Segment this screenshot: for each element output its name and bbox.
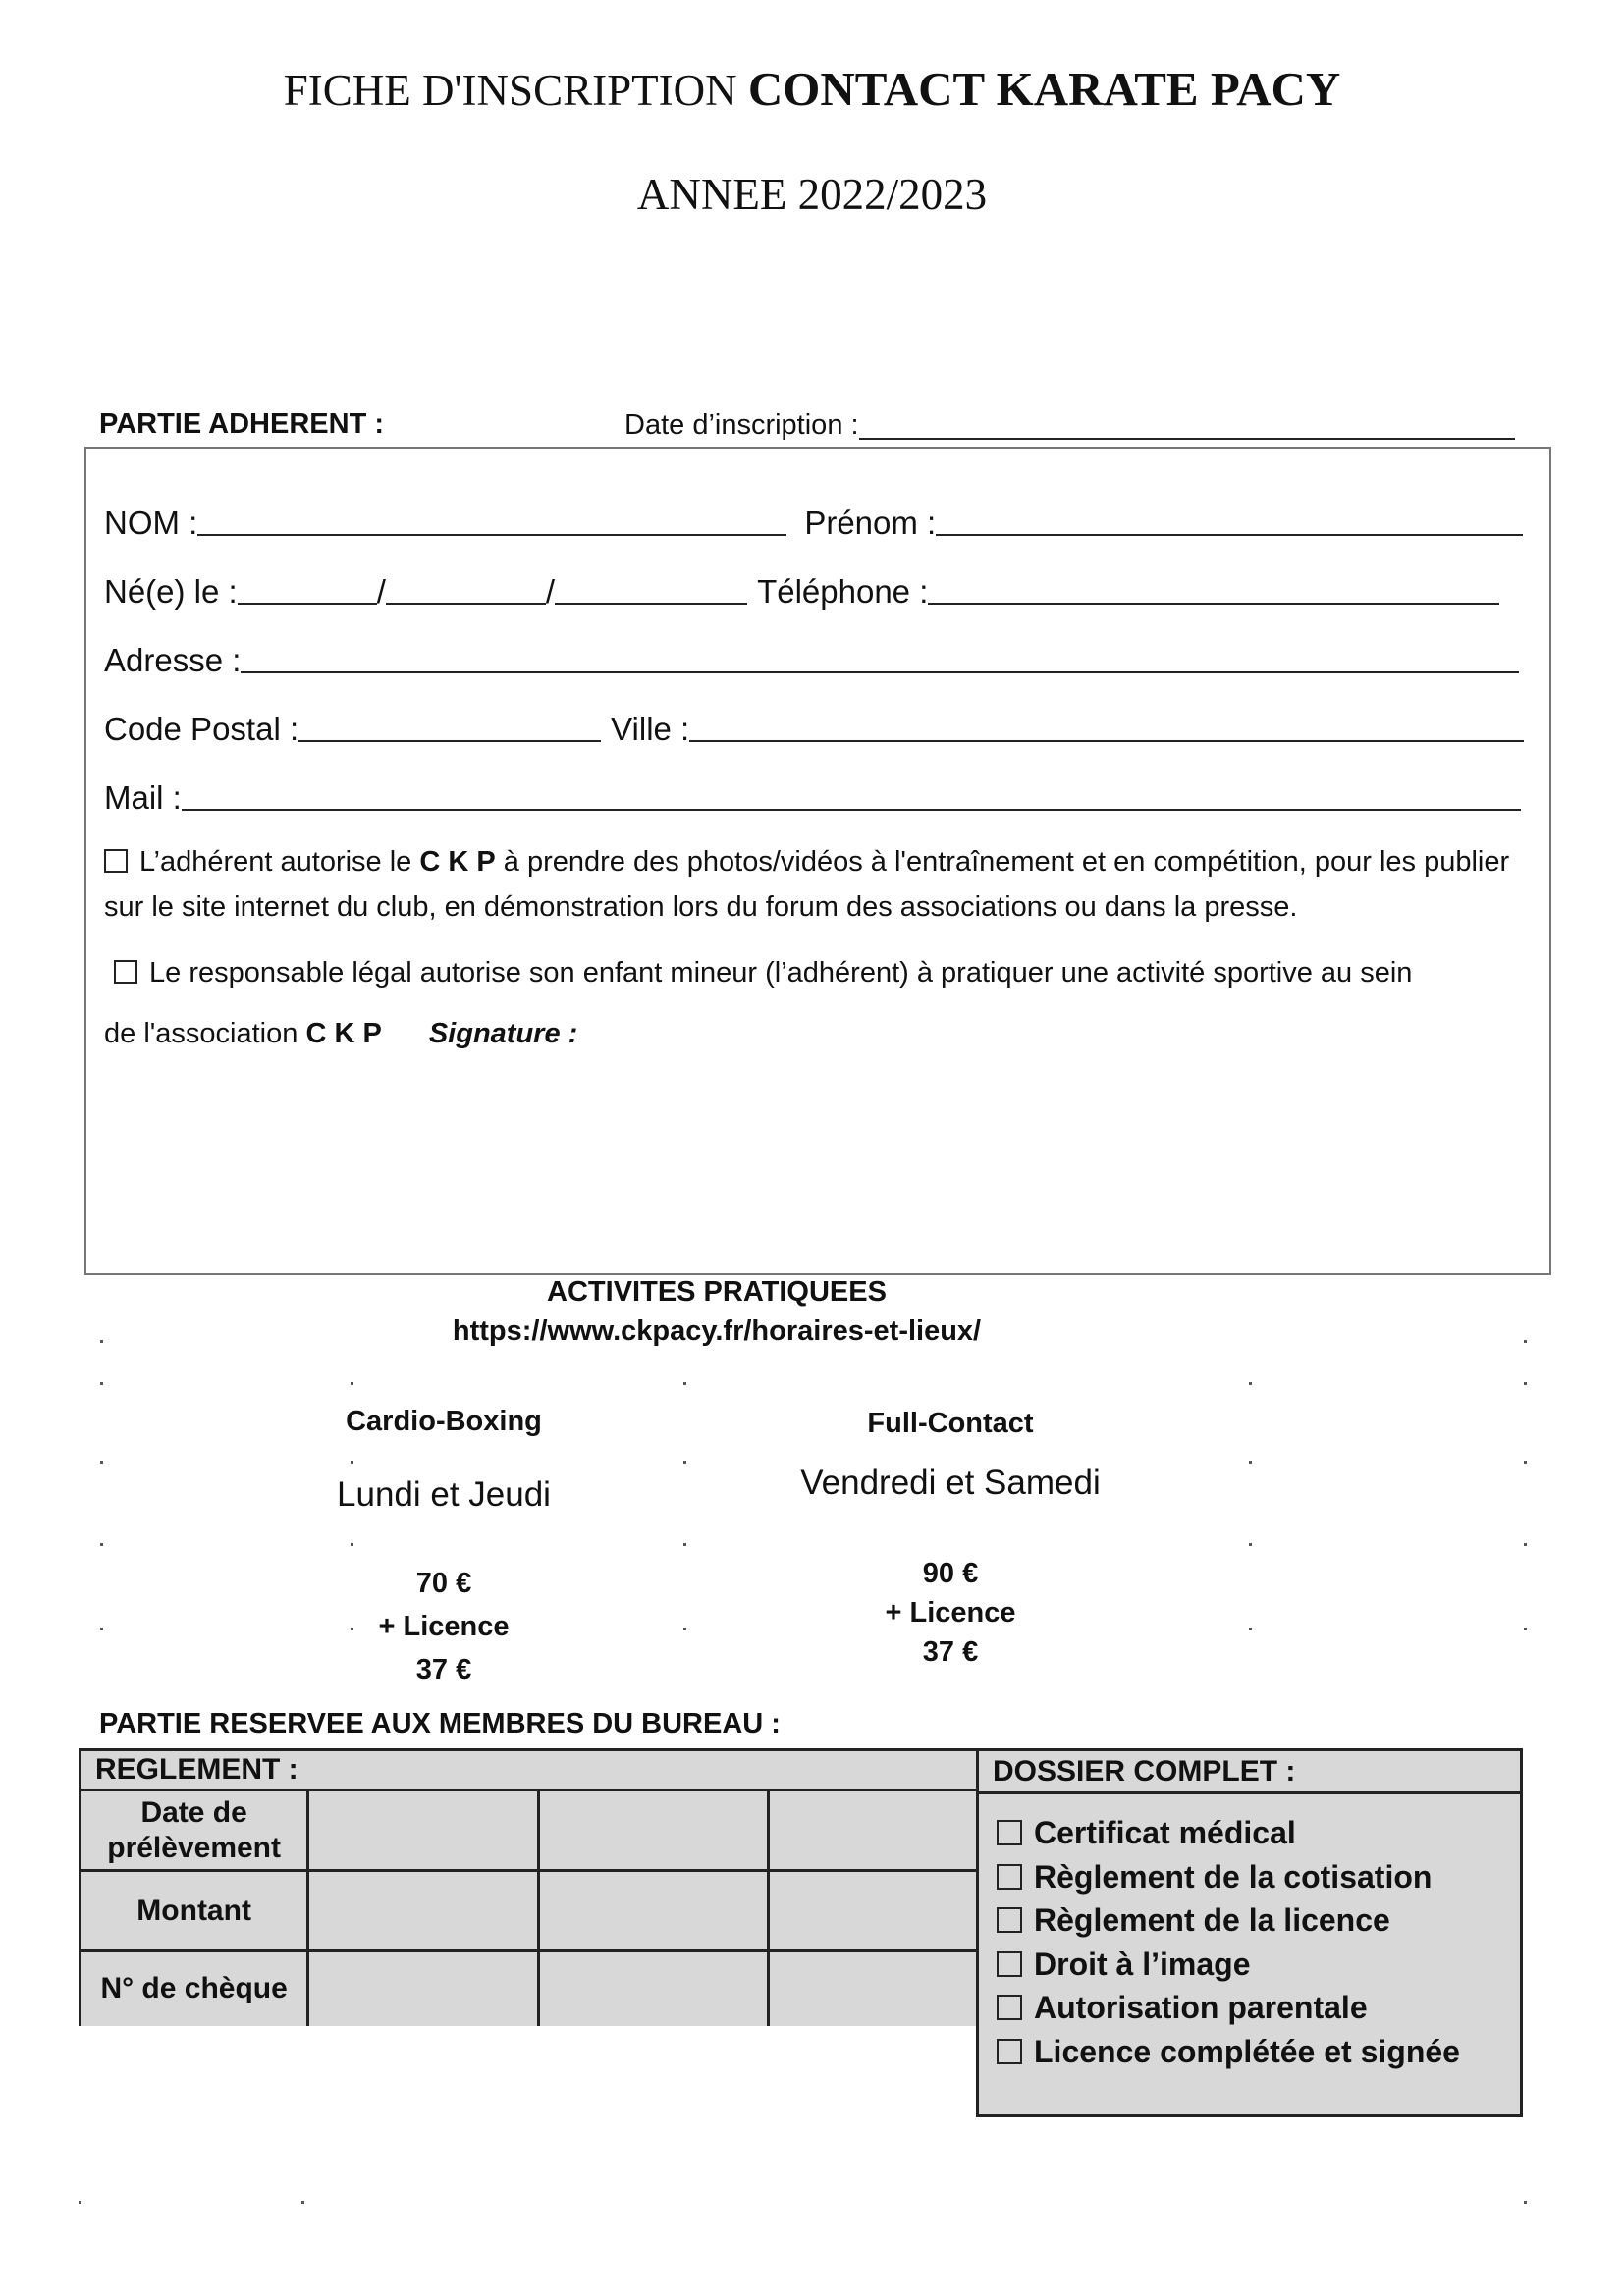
reglement-cell[interactable] bbox=[768, 1871, 988, 1951]
birthdate-label: Né(e) le : bbox=[104, 573, 238, 610]
dot-mark bbox=[1249, 1628, 1252, 1630]
dot-mark bbox=[351, 1628, 353, 1630]
photo-consent-text-1: L’adhérent autorise le bbox=[139, 846, 420, 878]
form-title bbox=[0, 61, 1624, 117]
activity-price: 90 € bbox=[922, 1558, 979, 1589]
mail-row bbox=[104, 774, 1521, 817]
dot-mark bbox=[100, 1543, 103, 1546]
registration-date-row bbox=[624, 408, 1515, 442]
season-year: ANNEE 2022/2023 bbox=[636, 170, 988, 219]
member-section-label: PARTIE ADHERENT : bbox=[99, 408, 384, 440]
dot-mark bbox=[1524, 1461, 1527, 1464]
dot-mark bbox=[683, 1382, 686, 1385]
prenom-field[interactable] bbox=[936, 501, 1523, 536]
dot-mark bbox=[79, 2201, 81, 2204]
checkbox[interactable] bbox=[997, 1951, 1022, 1977]
registration-date-field[interactable] bbox=[859, 408, 1515, 440]
activities-url[interactable]: https://www.ckpacy.fr/horaires-et-lieux/ bbox=[452, 1315, 982, 1347]
parental-consent-text: Le responsable légal autorise son enfant mineur (l’adhérent) à pratiquer une activité sportive au sein bbox=[149, 957, 1413, 988]
reglement-cell[interactable] bbox=[308, 1790, 538, 1871]
ckp-abbrev: C K P bbox=[305, 1018, 382, 1049]
checklist-item[interactable] bbox=[997, 2030, 1520, 2074]
telephone-label: Téléphone : bbox=[757, 573, 929, 610]
reglement-cell[interactable] bbox=[538, 1871, 768, 1951]
dot-mark bbox=[1249, 1461, 1252, 1464]
dot-mark bbox=[301, 2201, 304, 2204]
address-row bbox=[104, 636, 1519, 679]
checkbox[interactable] bbox=[997, 1820, 1022, 1845]
checkbox[interactable] bbox=[997, 1907, 1022, 1933]
reglement-cell[interactable] bbox=[308, 1951, 538, 2026]
licence-price: 37 € bbox=[415, 1654, 472, 1685]
dot-mark bbox=[351, 1382, 353, 1385]
ckp-abbrev: C K P bbox=[419, 846, 496, 878]
date-separator: / bbox=[376, 573, 386, 610]
dossier-complet-box bbox=[976, 1748, 1523, 2117]
parental-consent-text-2: de l'association bbox=[104, 1018, 306, 1049]
reglement-table bbox=[79, 1748, 990, 2026]
club-name: CONTACT KARATE PACY bbox=[747, 62, 1341, 116]
parental-consent bbox=[114, 950, 1538, 995]
date-separator: / bbox=[545, 573, 556, 610]
birth-phone-row bbox=[104, 567, 1499, 611]
postal-code-field[interactable] bbox=[298, 707, 601, 742]
adresse-label: Adresse : bbox=[104, 642, 242, 678]
signature-label: Signature : bbox=[428, 1018, 578, 1049]
nom-label: NOM : bbox=[104, 505, 198, 541]
reglement-cell[interactable] bbox=[538, 1790, 768, 1871]
activity-price: 70 € bbox=[415, 1568, 472, 1599]
birth-year-field[interactable] bbox=[555, 569, 747, 605]
licence-price: 37 € bbox=[922, 1636, 979, 1668]
licence-label: + Licence bbox=[378, 1611, 510, 1642]
parental-consent-checkbox[interactable] bbox=[114, 960, 137, 984]
checklist-item[interactable] bbox=[997, 1943, 1520, 1987]
checklist-label: Licence complétée et signée bbox=[1034, 2033, 1460, 2069]
photo-consent-text-2: à prendre des photos/vidéos à l'entraînement et en compétition, pour les publier sur le site internet du club, en démonstration lors du forum des associations ou dans la presse. bbox=[104, 846, 1510, 923]
licence-label: + Licence bbox=[885, 1597, 1016, 1629]
ville-field[interactable] bbox=[689, 707, 1524, 742]
ville-label: Ville : bbox=[611, 711, 690, 747]
row-label-montant: Montant bbox=[81, 1871, 308, 1951]
dot-mark bbox=[683, 1543, 686, 1546]
row-label-cheque: N° de chèque bbox=[81, 1951, 308, 2026]
reglement-cell[interactable] bbox=[538, 1951, 768, 2026]
dot-mark bbox=[683, 1461, 686, 1464]
dot-mark bbox=[100, 1382, 103, 1385]
dossier-header: DOSSIER COMPLET : bbox=[979, 1751, 1520, 1794]
city-row bbox=[104, 705, 1524, 748]
bureau-section-label: PARTIE RESERVEE AUX MEMBRES DU BUREAU : bbox=[99, 1708, 781, 1739]
reglement-cell[interactable] bbox=[308, 1871, 538, 1951]
checkbox[interactable] bbox=[997, 1995, 1022, 2020]
birth-month-field[interactable] bbox=[386, 569, 546, 605]
adresse-field[interactable] bbox=[241, 638, 1519, 673]
dot-mark bbox=[1524, 2201, 1527, 2204]
dot-mark bbox=[1249, 1543, 1252, 1546]
nom-field[interactable] bbox=[197, 501, 786, 536]
dot-mark bbox=[683, 1628, 686, 1630]
checklist-label: Certificat médical bbox=[1034, 1815, 1296, 1850]
checklist-label: Règlement de la cotisation bbox=[1034, 1858, 1433, 1895]
dot-mark bbox=[1524, 1340, 1527, 1343]
photo-consent bbox=[104, 839, 1538, 930]
signature-area[interactable] bbox=[412, 1060, 1492, 1247]
checklist-item[interactable] bbox=[997, 1811, 1520, 1855]
parental-consent-line-2 bbox=[104, 1011, 1538, 1056]
dot-mark bbox=[100, 1628, 103, 1630]
birth-day-field[interactable] bbox=[238, 569, 377, 605]
registration-date-label: Date d’inscription : bbox=[624, 409, 859, 441]
postal-code-label: Code Postal : bbox=[104, 711, 299, 747]
dot-mark bbox=[1524, 1543, 1527, 1546]
checklist-label: Règlement de la licence bbox=[1034, 1902, 1390, 1938]
activity-name: Full-Contact bbox=[867, 1408, 1034, 1439]
mail-field[interactable] bbox=[182, 775, 1521, 811]
activities-title: ACTIVITES PRATIQUEES bbox=[547, 1276, 887, 1308]
checklist-item[interactable] bbox=[997, 1898, 1520, 1943]
dot-mark bbox=[100, 1340, 103, 1343]
activity-full-contact bbox=[774, 1408, 1127, 1672]
title-prefix: FICHE D'INSCRIPTION bbox=[283, 66, 737, 115]
activity-name: Cardio-Boxing bbox=[346, 1406, 542, 1437]
photo-consent-checkbox[interactable] bbox=[104, 849, 128, 873]
dossier-checklist bbox=[979, 1794, 1520, 2073]
checklist-label: Autorisation parentale bbox=[1034, 1990, 1368, 2025]
name-row bbox=[104, 499, 1523, 542]
activity-days: Lundi et Jeudi bbox=[337, 1475, 551, 1514]
reglement-cell[interactable] bbox=[768, 1951, 988, 2026]
dot-mark bbox=[100, 1461, 103, 1464]
checklist-label: Droit à l’image bbox=[1034, 1946, 1251, 1982]
checkbox[interactable] bbox=[997, 2039, 1022, 2064]
row-label-date: Date de prélèvement bbox=[81, 1790, 308, 1871]
telephone-field[interactable] bbox=[928, 569, 1499, 605]
dot-mark bbox=[1524, 1628, 1527, 1630]
dot-mark bbox=[351, 1461, 353, 1464]
mail-label: Mail : bbox=[104, 779, 182, 816]
checklist-item[interactable] bbox=[997, 1986, 1520, 2030]
activity-cardio bbox=[287, 1406, 601, 1691]
reglement-header: REGLEMENT : bbox=[81, 1750, 989, 1790]
dot-mark bbox=[351, 1543, 353, 1546]
activity-days: Vendredi et Samedi bbox=[800, 1464, 1101, 1502]
dot-mark bbox=[1249, 1382, 1252, 1385]
reglement-cell[interactable] bbox=[768, 1790, 988, 1871]
prenom-label: Prénom : bbox=[804, 505, 937, 541]
checkbox[interactable] bbox=[997, 1864, 1022, 1890]
dot-mark bbox=[1524, 1382, 1527, 1385]
checklist-item[interactable] bbox=[997, 1855, 1520, 1899]
